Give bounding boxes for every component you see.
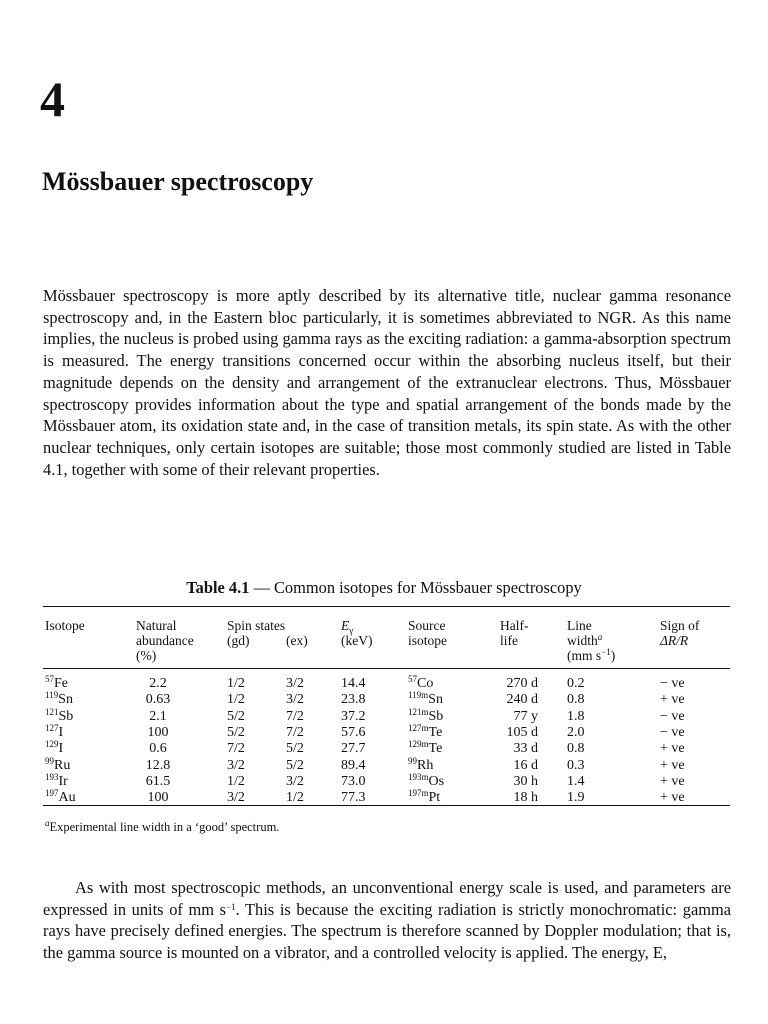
table-footnote [45, 820, 279, 835]
cell-half-life: 30 h [513, 773, 538, 789]
cell-spin-gd: 7/2 [227, 741, 245, 757]
header-mm-s [567, 648, 615, 663]
cell-sign: − ve [660, 676, 685, 691]
cell-egamma: 14.4 [341, 676, 366, 691]
cell-half-life: 270 d [506, 676, 538, 691]
header-mm-s-exp: −1 [601, 647, 611, 657]
cell-egamma: 23.8 [341, 692, 366, 708]
cell-spin-gd: 3/2 [227, 757, 245, 773]
cell-source [408, 676, 433, 691]
cell-egamma: 77.3 [341, 790, 366, 806]
source-element: Co [417, 676, 434, 691]
cell-spin-gd: 1/2 [227, 692, 245, 708]
cell-line-width: 0.8 [567, 692, 585, 708]
isotope-mass: 57 [45, 674, 54, 684]
cell-isotope [45, 692, 73, 707]
header-half: Half- [500, 618, 529, 633]
cell-source [408, 706, 444, 724]
header-isotope: Isotope [45, 618, 85, 633]
cell-line-width: 1.8 [567, 708, 585, 724]
chapter-title: Mössbauer spectroscopy [42, 167, 314, 196]
cell-line-width: 0.8 [567, 741, 585, 757]
cell-isotope [45, 676, 68, 691]
header-width [567, 633, 602, 648]
cell-source [408, 790, 440, 805]
cell-spin-ex: 7/2 [286, 708, 304, 724]
source-element: Pt [428, 790, 441, 806]
isotope-mass: 193 [45, 771, 59, 782]
cell-half-life: 33 d [513, 741, 538, 757]
source-mass: 127m [408, 722, 429, 733]
cell-isotope [45, 790, 76, 805]
source-element: Rh [417, 757, 434, 773]
chapter-number: 4 [40, 71, 65, 127]
cell-source [408, 755, 434, 773]
header-delta-r: ΔR/R [660, 633, 689, 648]
cell-line-width: 2.0 [567, 724, 585, 740]
header-natural: Natural [136, 618, 177, 633]
cell-sign: − ve [660, 724, 685, 740]
cell-egamma: 57.6 [341, 724, 366, 740]
cell-spin-gd: 1/2 [227, 773, 245, 789]
cell-sign: + ve [660, 757, 685, 773]
cell-abundance: 2.1 [149, 708, 167, 724]
isotope-element: I [58, 724, 64, 740]
cell-spin-ex: 1/2 [286, 790, 304, 806]
source-mass: 121m [408, 706, 429, 717]
cell-half-life: 105 d [506, 724, 538, 740]
isotope-mass: 119 [45, 690, 59, 701]
source-mass: 119m [408, 690, 429, 701]
cell-spin-gd: 5/2 [227, 708, 245, 724]
cell-half-life: 240 d [506, 692, 538, 708]
source-element: Sn [428, 692, 443, 708]
cell-egamma: 27.7 [341, 741, 366, 757]
header-mm-s-close: ) [610, 648, 616, 663]
cell-isotope [45, 771, 68, 789]
header-abundance: abundance [136, 633, 194, 648]
cell-egamma: 37.2 [341, 708, 366, 724]
source-mass: 99 [408, 755, 417, 766]
source-element: Te [428, 741, 443, 757]
isotope-mass: 121 [45, 706, 59, 717]
cell-sign: + ve [660, 773, 685, 789]
header-life: life [500, 633, 518, 648]
cell-spin-ex: 5/2 [286, 741, 304, 757]
source-mass: 193m [408, 771, 429, 782]
cell-egamma: 73.0 [341, 773, 366, 789]
cell-abundance: 100 [147, 724, 169, 740]
table-caption-label: Table 4.1 [186, 578, 250, 597]
cell-spin-ex: 3/2 [286, 773, 304, 789]
cell-spin-ex: 3/2 [286, 676, 304, 691]
footnote-text: Experimental line width in a ‘good’ spectrum. [49, 820, 280, 834]
cell-spin-gd: 3/2 [227, 790, 245, 806]
isotope-mass: 197 [45, 788, 59, 799]
header-percent: (%) [136, 648, 157, 663]
cell-source [408, 741, 442, 756]
cell-isotope [45, 741, 63, 756]
cell-abundance: 0.6 [149, 741, 167, 757]
isotope-element: Au [58, 790, 76, 806]
header-egamma-symbol: E [341, 618, 350, 633]
isotope-element: Ru [54, 757, 71, 773]
cell-source [408, 722, 443, 740]
unit-exponent: −1 [226, 901, 236, 912]
body-paragraph [43, 877, 731, 964]
source-mass: 57 [408, 674, 417, 684]
cell-abundance: 12.8 [145, 757, 171, 773]
cell-source [408, 692, 443, 707]
cell-egamma: 89.4 [341, 757, 366, 773]
cell-sign: − ve [660, 708, 685, 724]
source-mass: 197m [408, 788, 429, 799]
cell-half-life: 18 h [513, 790, 538, 806]
cell-abundance: 61.5 [145, 773, 171, 789]
header-sign-of: Sign of [660, 618, 700, 633]
header-egamma-sub: γ [349, 625, 354, 636]
header-line: Line [567, 618, 592, 633]
header-spin-states: Spin states [227, 618, 286, 633]
header-gd: (gd) [227, 633, 250, 648]
cell-spin-ex: 7/2 [286, 724, 304, 740]
cell-line-width: 1.9 [567, 790, 585, 806]
isotope-element: Ir [58, 773, 68, 789]
header-source-isotope: isotope [408, 633, 447, 648]
cell-isotope [45, 755, 71, 773]
cell-source [408, 771, 445, 789]
cell-half-life: 77 y [513, 708, 538, 724]
cell-spin-gd: 1/2 [227, 676, 245, 691]
header-ex: (ex) [286, 633, 308, 648]
isotope-element: Sb [58, 708, 74, 724]
cell-spin-ex: 3/2 [286, 692, 304, 708]
cell-sign: + ve [660, 741, 685, 757]
intro-paragraph: Mössbauer spectroscopy is more aptly described by its alternative title, nuclear gamma resonance spectroscopy and, in the Eastern bloc particularly, it is sometimes abbreviated to NGR. As this name implies, the nucleus is probed using gamma rays as the exciting radiation: a gamma-absorption spectrum is measured. The energy transitions concerned occur within the absorbing nucleus itself, but their magnitude depends on the density and arrangement of the extranuclear electrons. Thus, Mössbauer spectroscopy provides information about the type and spatial arrangement of the bonds made by the Mössbauer atom, its oxidation state and, in the case of transition metals, its spin state. As with the other nuclear techniques, only certain isotopes are suitable; those most commonly studied are listed in Table 4.1, together with some of their relevant properties. [43, 286, 731, 479]
cell-abundance: 2.2 [149, 676, 167, 691]
table-bottom-rule [43, 805, 730, 806]
table-top-rule [43, 606, 730, 607]
table-header-rule [43, 668, 730, 669]
cell-isotope [45, 722, 64, 740]
source-element: Sb [428, 708, 444, 724]
cell-line-width: 1.4 [567, 773, 585, 789]
cell-spin-ex: 5/2 [286, 757, 304, 773]
table-caption [0, 578, 768, 598]
header-mm-s-text: (mm s [567, 648, 602, 663]
cell-line-width: 0.2 [567, 676, 585, 691]
isotope-element: I [58, 741, 64, 757]
para2-text-a: As with most spectroscopic methods, an unconventional energy scale is used, and parameters are expressed in units of mm s [43, 878, 731, 919]
cell-line-width: 0.3 [567, 757, 585, 773]
isotope-mass: 129 [45, 739, 59, 750]
isotope-mass: 99 [45, 755, 54, 766]
isotope-mass: 127 [45, 722, 59, 733]
header-source: Source [408, 618, 446, 633]
cell-isotope [45, 706, 74, 724]
header-kev: (keV) [341, 633, 373, 648]
header-width-note: a [597, 632, 603, 642]
isotope-element: Fe [54, 676, 68, 691]
source-mass: 129m [408, 739, 429, 750]
table-caption-text: — Common isotopes for Mössbauer spectroscopy [249, 578, 582, 597]
source-element: Os [428, 773, 445, 789]
cell-abundance: 0.63 [145, 692, 171, 708]
cell-spin-gd: 5/2 [227, 724, 245, 740]
cell-sign: + ve [660, 692, 685, 708]
source-element: Te [428, 724, 443, 740]
cell-sign: + ve [660, 790, 685, 806]
isotope-element: Sn [58, 692, 73, 708]
footnote-mark: a [45, 818, 50, 828]
header-width-text: width [567, 633, 598, 648]
cell-half-life: 16 d [513, 757, 538, 773]
para2-text-b: . This is because the exciting radiation is strictly monochromatic: gamma rays have precisely defined energies. The spectrum is therefore scanned by Doppler modulation; that is, the gamma source is mounted on a vibrator, and a controlled velocity is applied. The energy, E, [43, 899, 731, 963]
cell-abundance: 100 [147, 790, 169, 806]
